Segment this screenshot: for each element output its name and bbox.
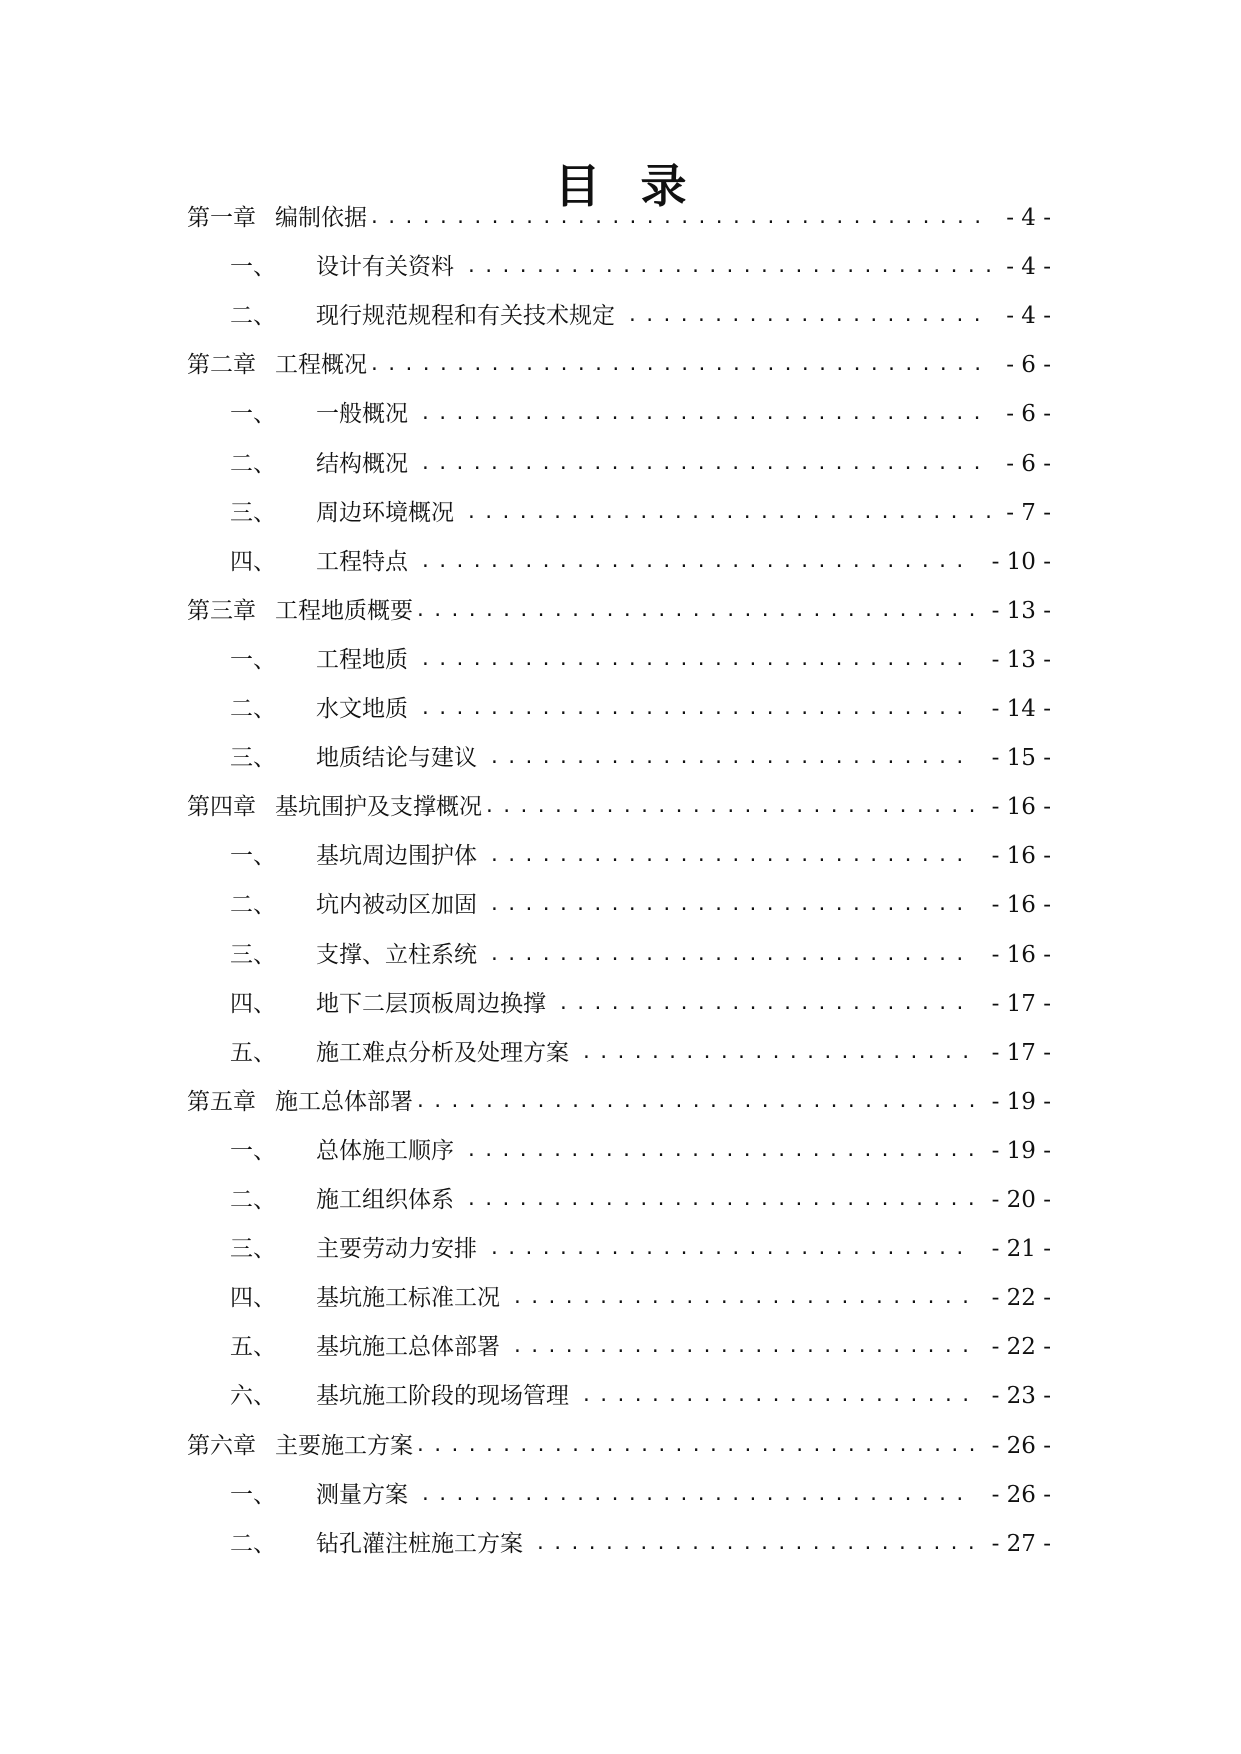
toc-section-entry[interactable]	[0, 838, 1241, 874]
toc-section-entry[interactable]	[0, 1378, 1241, 1414]
toc-entry-title: 施工组织体系	[316, 1187, 454, 1213]
toc-dot-leader: ............................	[489, 845, 972, 867]
toc-entry-number: 五、	[230, 1039, 276, 1066]
toc-entry-number: 二、	[230, 1530, 276, 1557]
toc-entry-number: 一、	[230, 1137, 276, 1164]
toc-chapter-entry[interactable]	[0, 347, 1241, 383]
title-char-1: 目	[554, 159, 601, 213]
toc-entry-number: 四、	[230, 1285, 276, 1312]
toc-entry-title: 基坑周边围护体	[316, 843, 477, 870]
toc-dot-leader: ..............................	[466, 1139, 984, 1161]
toc-page-number: - 14 -	[991, 696, 1051, 722]
toc-dot-leader: ................................	[420, 698, 972, 719]
toc-section-entry[interactable]	[0, 1280, 1241, 1316]
toc-dot-leader: .................................	[415, 1434, 984, 1456]
toc-section-entry[interactable]	[0, 740, 1241, 776]
toc-section-entry[interactable]	[0, 495, 1241, 531]
toc-entry-title: 一般概况	[316, 401, 408, 428]
toc-entry-title: 主要施工方案	[275, 1432, 413, 1459]
toc-entry-title: 设计有关资料	[316, 254, 454, 281]
toc-section-entry[interactable]	[0, 1526, 1241, 1562]
toc-entry-title: 工程地质	[316, 646, 408, 673]
toc-entry-title: 主要劳动力安排	[316, 1236, 477, 1263]
toc-dot-leader: ............................	[489, 894, 972, 916]
toc-section-entry[interactable]	[0, 937, 1241, 973]
toc-entry-title: 支撑、立柱系统	[316, 941, 477, 968]
toc-page-number: - 13 -	[991, 646, 1051, 673]
toc-section-entry[interactable]	[0, 1035, 1241, 1071]
toc-chapter-entry[interactable]	[0, 1428, 1241, 1464]
toc-dot-leader: .................................	[415, 1090, 984, 1112]
toc-entry-number: 第六章	[187, 1432, 256, 1459]
toc-entry-number: 三、	[230, 499, 276, 526]
toc-section-entry[interactable]	[0, 1329, 1241, 1365]
toc-page-number: - 22 -	[991, 1285, 1051, 1312]
toc-dot-leader: .................................	[420, 452, 989, 474]
toc-page-number: - 26 -	[991, 1432, 1051, 1459]
toc-page-number: - 6 -	[1006, 401, 1051, 428]
toc-dot-leader: ....................................	[369, 354, 990, 376]
toc-page-number: - 16 -	[991, 892, 1051, 919]
toc-dot-leader: ............................	[489, 1238, 972, 1260]
toc-dot-leader: .............................	[484, 796, 984, 818]
toc-page-number: - 23 -	[991, 1383, 1051, 1410]
toc-entry-title: 施工总体部署	[275, 1088, 413, 1115]
toc-entry-title: 钻孔灌注桩施工方案	[316, 1530, 523, 1557]
toc-section-entry[interactable]	[0, 544, 1241, 580]
toc-entry-number: 第一章	[187, 205, 256, 231]
toc-entry-number: 四、	[230, 990, 276, 1017]
toc-entry-title: 现行规范规程和有关技术规定	[316, 303, 615, 330]
toc-dot-leader: ..........................	[535, 1532, 984, 1554]
toc-page-number: - 16 -	[991, 941, 1051, 968]
toc-entry-title: 工程特点	[316, 548, 408, 575]
toc-entry-number: 一、	[230, 646, 276, 673]
toc-entry-title: 结构概况	[316, 450, 408, 477]
toc-entry-title: 基坑施工总体部署	[316, 1334, 500, 1361]
toc-page-number: - 15 -	[991, 745, 1051, 772]
toc-page-number: - 13 -	[991, 597, 1051, 624]
toc-dot-leader: ....................................	[369, 207, 990, 228]
toc-entry-title: 编制依据	[275, 205, 367, 231]
toc-entry-title: 工程概况	[275, 352, 367, 379]
toc-page-number: - 17 -	[991, 1039, 1051, 1066]
toc-entry-title: 基坑围护及支撑概况	[275, 794, 482, 821]
toc-dot-leader: .....................	[627, 305, 989, 327]
toc-dot-leader: ...............................	[466, 501, 1000, 523]
toc-page-number: - 10 -	[991, 548, 1051, 575]
title-char-2: 录	[640, 159, 687, 213]
toc-entry-title: 工程地质概要	[275, 597, 413, 624]
toc-page-number: - 20 -	[991, 1187, 1051, 1213]
toc-entry-number: 第四章	[187, 794, 256, 821]
toc-page-number: - 4 -	[1006, 205, 1051, 231]
toc-entry-title: 施工难点分析及处理方案	[316, 1039, 569, 1066]
toc-section-entry[interactable]	[0, 298, 1241, 334]
toc-entry-title: 坑内被动区加固	[316, 892, 477, 919]
toc-page-number: - 16 -	[991, 843, 1051, 870]
toc-dot-leader: ................................	[420, 1483, 972, 1505]
toc-entry-number: 六、	[230, 1383, 276, 1410]
toc-dot-leader: ..............................	[466, 1189, 984, 1210]
toc-entry-title: 周边环境概况	[316, 499, 454, 526]
toc-entry-number: 第二章	[187, 352, 256, 379]
toc-section-entry[interactable]	[0, 249, 1241, 285]
toc-entry-title: 测量方案	[316, 1481, 408, 1508]
toc-section-entry[interactable]	[0, 887, 1241, 923]
toc-entry-number: 二、	[230, 1187, 276, 1213]
toc-entry-number: 三、	[230, 941, 276, 968]
toc-section-entry[interactable]	[0, 446, 1241, 482]
toc-dot-leader: ........................	[558, 992, 972, 1014]
toc-entry-title: 地下二层顶板周边换撑	[316, 990, 546, 1017]
toc-dot-leader: ............................	[489, 943, 972, 965]
toc-entry-number: 二、	[230, 696, 276, 722]
toc-page-number: - 17 -	[991, 990, 1051, 1017]
toc-entry-title: 地质结论与建议	[316, 745, 477, 772]
toc-section-entry[interactable]	[0, 691, 1241, 727]
toc-chapter-entry[interactable]	[0, 200, 1241, 236]
toc-section-entry[interactable]	[0, 1182, 1241, 1218]
toc-section-entry[interactable]	[0, 642, 1241, 678]
toc-page-number: - 26 -	[991, 1481, 1051, 1508]
toc-entry-number: 一、	[230, 1481, 276, 1508]
toc-page-number: - 6 -	[1006, 352, 1051, 379]
toc-dot-leader: .......................	[581, 1041, 978, 1063]
toc-dot-leader: .......................	[581, 1385, 978, 1407]
toc-entry-number: 二、	[230, 892, 276, 919]
toc-page-number: - 4 -	[1006, 303, 1051, 330]
toc-section-entry[interactable]	[0, 1477, 1241, 1513]
toc-dot-leader: ................................	[420, 648, 972, 670]
toc-chapter-entry[interactable]	[0, 1084, 1241, 1120]
toc-page-number: - 19 -	[991, 1088, 1051, 1115]
toc-entry-number: 二、	[230, 303, 276, 330]
toc-section-entry[interactable]	[0, 1231, 1241, 1267]
toc-page-number: - 22 -	[991, 1334, 1051, 1361]
toc-entry-number: 一、	[230, 401, 276, 428]
toc-dot-leader: ...............................	[466, 256, 1000, 278]
toc-dot-leader: ............................	[489, 747, 972, 769]
toc-entry-number: 三、	[230, 745, 276, 772]
toc-section-entry[interactable]	[0, 396, 1241, 432]
toc-section-entry[interactable]	[0, 1133, 1241, 1169]
toc-page-number: - 21 -	[991, 1236, 1051, 1263]
toc-entry-title: 基坑施工阶段的现场管理	[316, 1383, 569, 1410]
toc-page-number: - 19 -	[991, 1137, 1051, 1164]
toc-page-number: - 7 -	[1006, 499, 1051, 526]
toc-page-number: - 27 -	[991, 1530, 1051, 1557]
toc-chapter-entry[interactable]	[0, 789, 1241, 825]
toc-dot-leader: ................................	[420, 550, 972, 572]
toc-dot-leader: .................................	[415, 599, 984, 621]
toc-entry-number: 一、	[230, 843, 276, 870]
toc-page-number: - 4 -	[1006, 254, 1051, 281]
toc-entry-number: 五、	[230, 1334, 276, 1361]
toc-entry-number: 二、	[230, 450, 276, 477]
toc-entry-number: 一、	[230, 254, 276, 281]
toc-entry-number: 三、	[230, 1236, 276, 1263]
toc-section-entry[interactable]	[0, 986, 1241, 1022]
toc-page-number: - 16 -	[991, 794, 1051, 821]
toc-entry-number: 第三章	[187, 597, 256, 624]
toc-entry-number: 四、	[230, 548, 276, 575]
toc-page-number: - 6 -	[1006, 450, 1051, 477]
toc-entry-title: 水文地质	[316, 696, 408, 722]
toc-entry-number: 第五章	[187, 1088, 256, 1115]
toc-dot-leader: .................................	[420, 403, 989, 425]
toc-dot-leader: ...........................	[512, 1336, 978, 1358]
toc-entry-title: 总体施工顺序	[316, 1137, 454, 1164]
toc-chapter-entry[interactable]	[0, 593, 1241, 629]
toc-dot-leader: ...........................	[512, 1287, 978, 1309]
toc-entry-title: 基坑施工标准工况	[316, 1285, 500, 1312]
